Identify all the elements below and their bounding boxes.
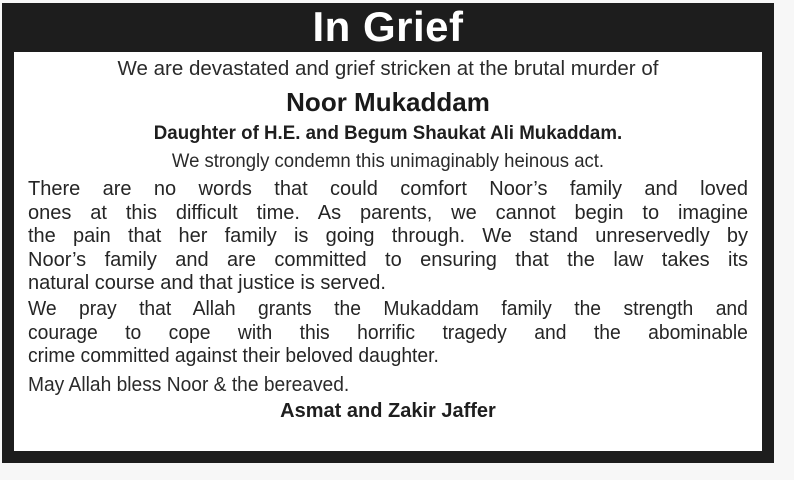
notice-body bbox=[14, 52, 762, 451]
paragraph-line: We pray that Allah grants the Mukaddam family the strength and bbox=[28, 298, 748, 320]
prayer-paragraph bbox=[28, 298, 748, 369]
notice-header bbox=[2, 3, 774, 52]
notice-frame bbox=[2, 3, 774, 463]
paragraph-line: courage to cope with this horrific tragedy and the abominable bbox=[28, 321, 748, 344]
intro-text: We are devastated and grief stricken at the brutal murder of bbox=[117, 57, 659, 80]
paragraph-line: natural course and that justice is served. bbox=[28, 272, 386, 294]
paragraph-line: the pain that her family is going through. We stand unreservedly by bbox=[28, 225, 748, 247]
notice-title: In Grief bbox=[312, 3, 464, 50]
daughter-of-text: Daughter of H.E. and Begum Shaukat Ali Mukaddam. bbox=[153, 122, 623, 144]
signature: Asmat and Zakir Jaffer bbox=[280, 400, 496, 422]
deceased-name: Noor Mukaddam bbox=[286, 87, 490, 117]
paragraph-line: There are no words that could comfort Noor’s family and loved bbox=[28, 178, 748, 200]
paragraph-line: Noor’s family and are committed to ensuring that the law takes its bbox=[28, 248, 748, 271]
paragraph-line: crime committed against their beloved daughter. bbox=[28, 345, 439, 367]
condolence-paragraph bbox=[28, 178, 748, 296]
blessing-text: May Allah bless Noor & the bereaved. bbox=[28, 374, 350, 396]
condemn-text: We strongly condemn this unimaginably heinous act. bbox=[171, 150, 605, 172]
paragraph-line: ones at this difficult time. As parents, we cannot begin to imagine bbox=[28, 201, 748, 224]
